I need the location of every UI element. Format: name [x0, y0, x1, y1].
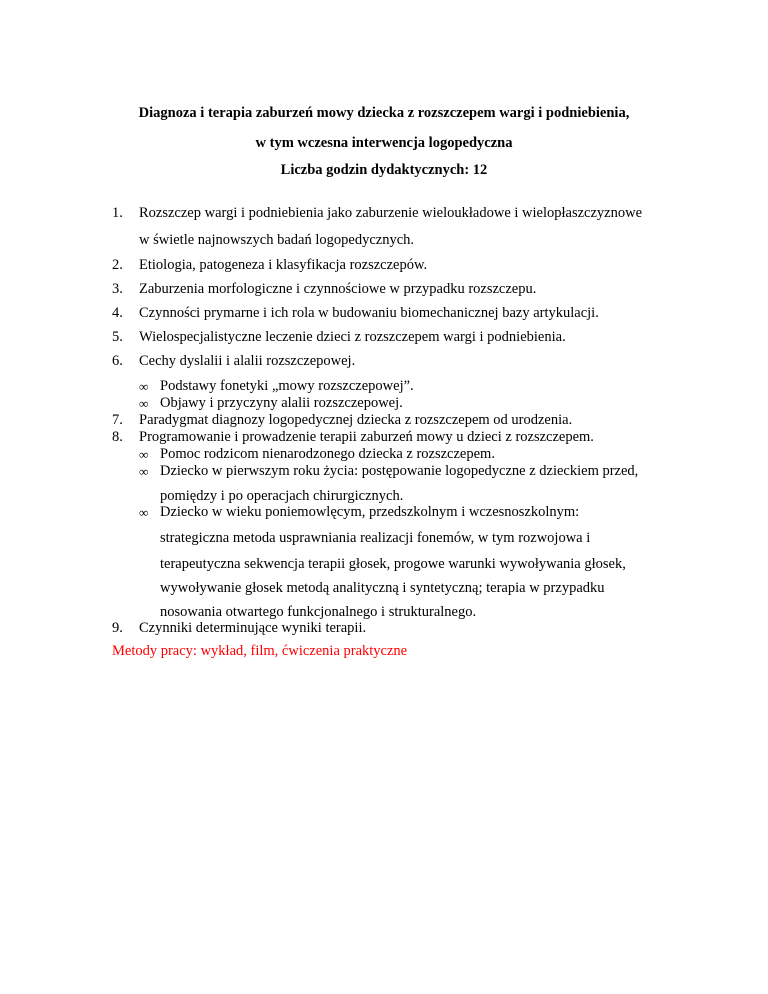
- sub-item-text: strategiczna metoda usprawniania realizacji fonemów, w tym rozwojowa i: [160, 530, 591, 546]
- item-number: 6.: [112, 353, 123, 369]
- list-item-text: Etiologia, patogeneza i klasyfikacja rozszczepów.: [139, 257, 428, 273]
- sub-item-text: wywoływanie głosek metodą analityczną i syntetyczną; terapia w przypadku: [160, 580, 605, 596]
- sub-item-text: Dziecko w pierwszym roku życia: postępowanie logopedyczne z dzieckiem przed,: [160, 463, 639, 479]
- item-number: 2.: [112, 257, 123, 273]
- item-number: 1.: [112, 205, 123, 221]
- infinity-bullet-icon: ∞: [139, 379, 149, 394]
- list-item-text: Czynności prymarne i ich rola w budowaniu biomechanicznej bazy artykulacji.: [139, 305, 599, 321]
- infinity-bullet-icon: ∞: [139, 447, 149, 462]
- sub-item-text: terapeutyczna sekwencja terapii głosek, progowe warunki wywoływania głosek,: [160, 556, 626, 572]
- item-number: 8.: [112, 429, 123, 445]
- sub-item-text: nosowania otwartego funkcjonalnego i strukturalnego.: [160, 604, 477, 620]
- item-number: 9.: [112, 620, 123, 636]
- list-item-text: Programowanie i prowadzenie terapii zaburzeń mowy u dzieci z rozszczepem.: [139, 429, 594, 445]
- sub-item-text: Podstawy fonetyki „mowy rozszczepowej”.: [160, 378, 414, 394]
- sub-item-text: Objawy i przyczyny alalii rozszczepowej.: [160, 395, 403, 411]
- infinity-bullet-icon: ∞: [139, 505, 149, 520]
- list-item-text: Czynniki determinujące wyniki terapii.: [139, 620, 367, 636]
- item-number: 7.: [112, 412, 123, 428]
- sub-item-text: Pomoc rodzicom nienarodzonego dziecka z rozszczepem.: [160, 446, 495, 462]
- infinity-bullet-icon: ∞: [139, 464, 149, 479]
- title-line-1: Diagnoza i terapia zaburzeń mowy dziecka z rozszczepem wargi i podniebienia,: [138, 105, 630, 121]
- methods-line: Metody pracy: wykład, film, ćwiczenia praktyczne: [112, 643, 408, 659]
- item-number: 3.: [112, 281, 123, 297]
- item-number: 4.: [112, 305, 123, 321]
- sub-item-text: pomiędzy i po operacjach chirurgicznych.: [160, 488, 404, 504]
- list-item-text: Wielospecjalistyczne leczenie dzieci z rozszczepem wargi i podniebienia.: [139, 329, 566, 345]
- title-line-3: Liczba godzin dydaktycznych: 12: [280, 162, 488, 178]
- infinity-bullet-icon: ∞: [139, 396, 149, 411]
- list-item-text: Zaburzenia morfologiczne i czynnościowe w przypadku rozszczepu.: [139, 281, 537, 297]
- item-number: 5.: [112, 329, 123, 345]
- list-item-text: Paradygmat diagnozy logopedycznej dziecka z rozszczepem od urodzenia.: [139, 412, 573, 428]
- list-item-text: Rozszczep wargi i podniebienia jako zaburzenie wieloukładowe i wielopłaszczyznowe: [139, 205, 643, 221]
- list-item-text: w świetle najnowszych badań logopedycznych.: [139, 232, 415, 248]
- title-line-2: w tym wczesna interwencja logopedyczna: [255, 135, 513, 151]
- list-item-text: Cechy dyslalii i alalii rozszczepowej.: [139, 353, 356, 369]
- sub-item-text: Dziecko w wieku poniemowlęcym, przedszkolnym i wczesnoszkolnym:: [160, 504, 580, 520]
